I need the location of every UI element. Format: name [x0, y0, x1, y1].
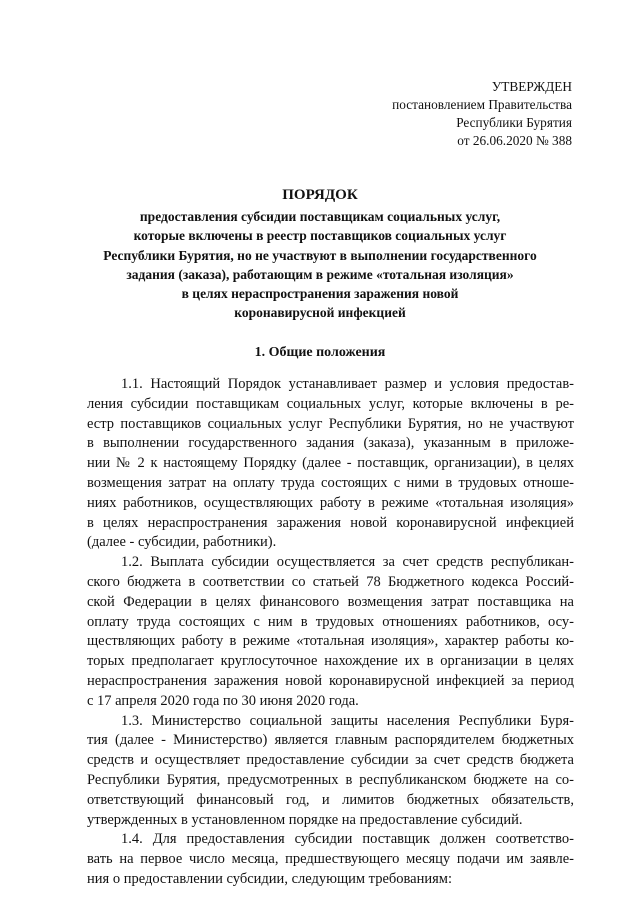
- document-body: [87, 375, 574, 890]
- document-heading: [60, 186, 580, 323]
- text-line: ответствующий финансовый год, и лимитов бюджетных обязательств,: [87, 791, 574, 808]
- paragraph-1-2: [87, 553, 574, 711]
- text-line: 1.3. Министерство социальной защиты населения Республики Буря-: [121, 712, 574, 729]
- approval-republic: Республики Бурятия: [456, 115, 572, 130]
- text-line: ния о предоставлении субсидии, следующим требованиям:: [87, 870, 452, 887]
- text-line: вать на первое число месяца, предшествующего месяцу подачи им заявле-: [87, 851, 574, 868]
- document-subtitle-line: Республики Бурятия, но не участвуют в выполнении государственного: [103, 247, 537, 263]
- approval-authority: постановлением Правительства: [392, 97, 572, 112]
- document-title: ПОРЯДОК: [282, 187, 358, 203]
- document-subtitle-line: предоставления субсидии поставщикам социальных услуг,: [139, 209, 501, 224]
- text-line: возмещения затрат на оплату труда состоящих с ними в трудовых отноше-: [87, 474, 574, 491]
- text-line: средств и осуществляет предоставление субсидии за счет средств бюджета: [87, 752, 574, 769]
- paragraph-1-1: [87, 375, 574, 553]
- text-line: ществляющих работу в режиме «тотальная изоляция», характер работы ко-: [87, 633, 574, 650]
- text-line: с 17 апреля 2020 года по 30 июня 2020 года.: [87, 692, 359, 709]
- text-line: утвержденных в установленном порядке на предоставление субсидий.: [87, 811, 523, 828]
- document-subtitle-line: коронавирусной инфекцией: [234, 305, 406, 321]
- text-line: тия (далее - Министерство) является главным распорядителем бюджетных: [87, 732, 574, 749]
- text-line: оплату труда состоящих с ним в трудовых отношениях работников, осу-: [87, 613, 574, 630]
- text-line: в выполнении государственного задания (заказа), указанным в приложе-: [87, 435, 574, 452]
- text-line: нии № 2 к настоящему Порядку (далее - поставщик, организации), в целях: [87, 455, 574, 472]
- text-line: в целях нераспространения заражения новой коронавирусной инфекцией: [87, 514, 574, 531]
- text-line: 1.2. Выплата субсидии осуществляется за счет средств республикан-: [121, 554, 574, 571]
- text-line: Республики Бурятия, предусмотренных в республиканском бюджете на со-: [87, 771, 574, 788]
- approval-stamp: [392, 78, 572, 150]
- paragraph-1-3: [87, 712, 574, 831]
- document-subtitle-line: в целях нераспространения заражения новой: [181, 286, 459, 302]
- text-line: ского бюджета в соответствии со статьей 78 Бюджетного кодекса Россий-: [87, 573, 574, 590]
- text-line: ниях работников, осуществляющих работу в режиме «тотальная изоляция»: [87, 494, 574, 511]
- text-line: естр поставщиков социальных услуг Республики Бурятия, но не участвуют: [87, 415, 574, 432]
- document-subtitle-line: задания (заказа), работающим в режиме «тотальная изоляция»: [126, 266, 514, 282]
- approval-status: УТВЕРЖДЕН: [491, 79, 572, 94]
- document-subtitle-line: которые включены в реестр поставщиков социальных услуг: [133, 228, 507, 244]
- paragraph-1-4: [87, 830, 574, 889]
- section-heading: 1. Общие положения: [254, 345, 386, 360]
- text-line: нераспространения заражения новой коронавирусной инфекцией за период: [87, 672, 574, 689]
- text-line: (далее - субсидии, работники).: [87, 534, 277, 551]
- text-line: ления субсидии поставщикам социальных услуг, которые включены в ре-: [87, 395, 574, 412]
- text-line: ской Федерации в целях финансового возмещения затрат поставщика на: [87, 593, 574, 610]
- text-line: торых предполагает круглосуточное нахождение их в организации в целях: [87, 653, 574, 670]
- text-line: 1.1. Настоящий Порядок устанавливает размер и условия предостав-: [121, 376, 574, 392]
- approval-date-number: от 26.06.2020 № 388: [457, 133, 572, 148]
- text-line: 1.4. Для предоставления субсидии поставщик должен соответство-: [121, 831, 574, 848]
